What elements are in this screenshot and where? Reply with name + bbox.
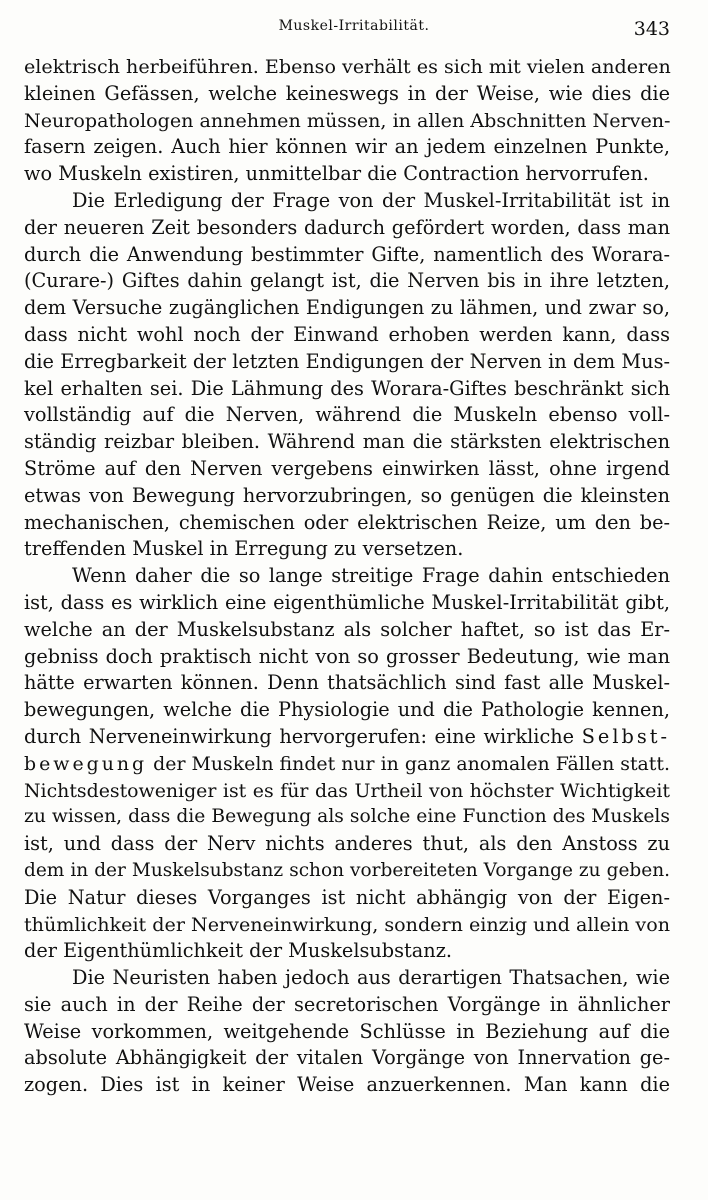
page-number: 343 <box>633 18 670 40</box>
text-line <box>24 724 670 751</box>
text-line: wo Muskeln existiren, unmittelbar die Contraction hervorrufen. <box>24 162 649 186</box>
text-line: Die Natur dieses Vorganges ist nicht abhängig von der Eigen- <box>24 885 670 909</box>
text-line: Die Neuristen haben jedoch aus derartigen Thatsachen, wie <box>72 966 670 990</box>
text-line: der Eigenthümlichkeit der Muskelsubstanz. <box>24 939 452 963</box>
text-line: der neueren Zeit besonders dadurch gefördert worden, dass man <box>24 215 670 239</box>
text-line: ständig reizbar bleiben. Während man die stärksten elektrischen <box>24 430 670 454</box>
text-line: elektrisch herbeiführen. Ebenso verhält es sich mit vielen anderen <box>24 55 671 78</box>
text-segment: der Muskeln findet nur in ganz anomalen Fällen statt. <box>153 752 670 775</box>
text-line: etwas von Bewegung hervorzubringen, so genügen die kleinsten <box>24 483 670 507</box>
running-head <box>0 16 708 40</box>
text-line: dem in der Muskelsubstanz schon vorbereiteten Vorgange zu geben. <box>24 859 670 881</box>
text-line: ist, dass es wirklich eine eigenthümliche Muskel-Irritabilität gibt, <box>24 590 670 614</box>
text-line: mechanischen, chemischen oder elektrischen Reize, um den be- <box>24 510 670 534</box>
text-line: Wenn daher die so lange streitige Frage dahin entschieden <box>72 564 670 588</box>
text-line: sie auch in der Reihe der secretorischen Vorgänge in ähnlicher <box>24 992 670 1016</box>
running-title: Muskel-Irritabilität. <box>278 18 430 34</box>
paragraph-2 <box>24 188 670 563</box>
paragraph-3 <box>24 563 670 965</box>
text-line: treffenden Muskel in Erregung zu versetzen. <box>24 537 464 561</box>
text-line: zogen. Dies ist in keiner Weise anzuerkennen. Man kann die <box>24 1073 670 1097</box>
spaced-emphasis: bewegung <box>24 752 148 775</box>
text-line: kel erhalten sei. Die Lähmung des Worara-Giftes beschränkt sich <box>24 376 670 400</box>
text-segment: durch Nerveneinwirkung hervorgerufen: eine wirkliche <box>24 724 575 748</box>
text-line: kleinen Gefässen, welche keineswegs in der Weise, wie dies die <box>24 81 670 105</box>
text-line: Nichtsdestoweniger ist es für das Urtheil von höchster Wichtigkeit <box>24 779 670 802</box>
text-line: Weise vorkommen, weitgehende Schlüsse in Beziehung auf die <box>24 1019 670 1043</box>
paragraph-4 <box>24 965 670 1099</box>
text-line: Neuropathologen annehmen müssen, in allen Abschnitten Nerven- <box>24 108 671 132</box>
text-line: fasern zeigen. Auch hier können wir an jedem einzelnen Punkte, <box>24 135 670 159</box>
text-line: Die Erledigung der Frage von der Muskel-Irritabilität ist in <box>72 188 670 212</box>
text-line: ist, und dass der Nerv nichts anderes thut, als den Anstoss zu <box>24 832 670 856</box>
text-line: dass nicht wohl noch der Einwand erhoben werden kann, dass <box>24 322 670 346</box>
text-line: vollständig auf die Nerven, während die Muskeln ebenso voll- <box>24 403 670 427</box>
text-line: dem Versuche zugänglichen Endigungen zu lähmen, und zwar so, <box>24 296 670 320</box>
text-line <box>24 751 670 778</box>
paragraph-1 <box>24 54 670 188</box>
text-line: gebniss doch praktisch nicht von so grosser Bedeutung, wie man <box>24 644 670 668</box>
text-line: durch die Anwendung bestimmter Gifte, namentlich des Worara- <box>24 242 670 266</box>
text-line: hätte erwarten können. Denn thatsächlich sind fast alle Muskel- <box>24 671 670 695</box>
spaced-emphasis: Selbst- <box>581 724 670 748</box>
text-line: absolute Abhängigkeit der vitalen Vorgänge von Innervation ge- <box>24 1046 670 1070</box>
text-line: zu wissen, dass die Bewegung als solche eine Function des Muskels <box>24 806 670 828</box>
text-line: (Curare-) Giftes dahin gelangt ist, die Nerven bis in ihre letzten, <box>24 269 670 293</box>
text-line: welche an der Muskelsubstanz als solcher haftet, so ist das Er- <box>24 617 670 641</box>
body-text <box>24 54 670 1099</box>
text-line: die Erregbarkeit der letzten Endigungen der Nerven in dem Mus- <box>24 349 670 373</box>
text-line: thümlichkeit der Nerveneinwirkung, sondern einzig und allein von <box>24 912 670 936</box>
text-line: Ströme auf den Nerven vergebens einwirken lässt, ohne irgend <box>24 456 670 480</box>
text-line: bewegungen, welche die Physiologie und die Pathologie kennen, <box>24 698 670 722</box>
